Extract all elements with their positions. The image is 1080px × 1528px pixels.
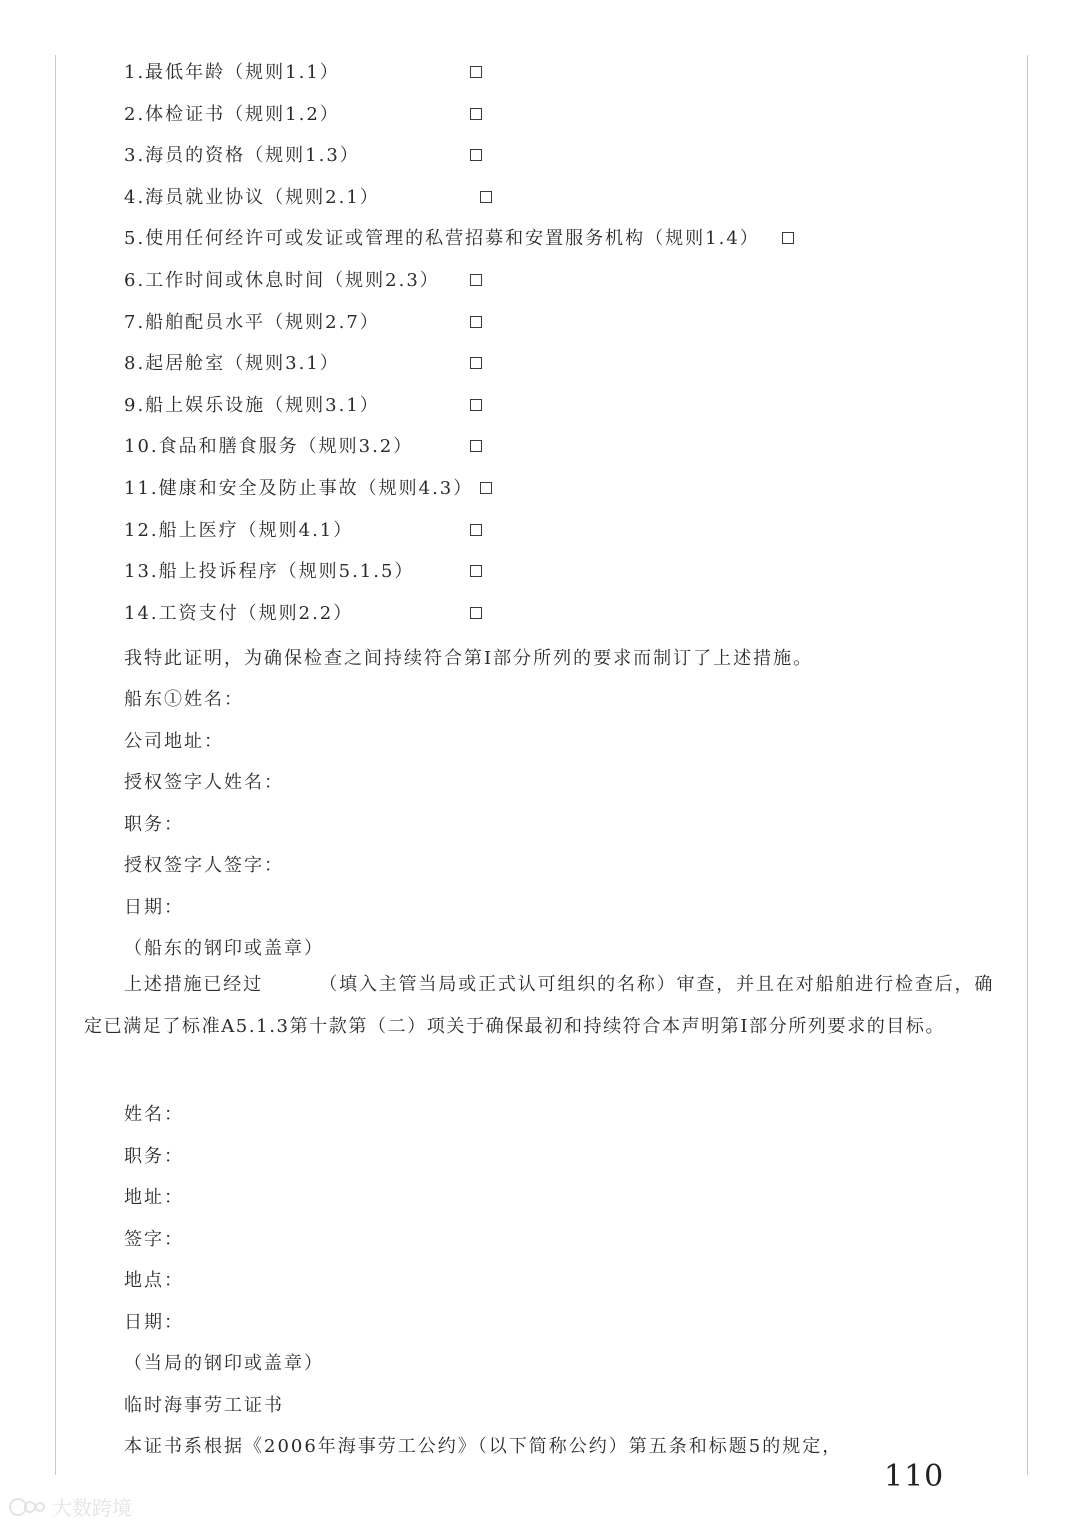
checklist-item bbox=[124, 510, 1024, 552]
page-number: 110 bbox=[884, 1459, 945, 1494]
checklist-item-label: 14.工资支付（规则2.2） bbox=[124, 602, 354, 624]
checklist-item bbox=[124, 52, 1024, 94]
authority-signature-field: 签字： bbox=[124, 1229, 184, 1250]
checklist-item-label: 3.海员的资格（规则1.3） bbox=[124, 145, 360, 167]
checklist-item bbox=[124, 551, 1024, 593]
authority-place-field: 地点： bbox=[124, 1270, 184, 1291]
authority-address-field: 地址： bbox=[124, 1187, 184, 1208]
authority-name-field: 姓名： bbox=[124, 1104, 184, 1125]
checklist-item-label: 10.食品和膳食服务（规则3.2） bbox=[124, 436, 414, 458]
checklist-item bbox=[124, 468, 1024, 510]
closing-line: 本证书系根据《2006年海事劳工公约》（以下简称公约）第五条和标题5的规定， bbox=[124, 1436, 843, 1457]
checkbox[interactable] bbox=[480, 482, 492, 494]
checklist-item-label: 2.体检证书（规则1.2） bbox=[124, 103, 340, 125]
owner-date-field: 日期： bbox=[124, 897, 184, 918]
checkbox[interactable] bbox=[480, 191, 492, 203]
checkbox[interactable] bbox=[782, 232, 794, 244]
signatory-signature-field: 授权签字人签字： bbox=[124, 855, 284, 876]
checklist-item bbox=[124, 218, 1024, 260]
checklist-item bbox=[124, 302, 1024, 344]
authority-seal-note: （当局的钢印或盖章） bbox=[124, 1353, 324, 1374]
watermark-logo-icon bbox=[8, 1496, 48, 1518]
checkbox[interactable] bbox=[470, 607, 482, 619]
checkbox[interactable] bbox=[470, 149, 482, 161]
watermark bbox=[8, 1492, 132, 1521]
authority-date-field: 日期： bbox=[124, 1312, 184, 1333]
compliance-checklist bbox=[124, 52, 1024, 634]
checklist-item-label: 13.船上投诉程序（规则5.1.5） bbox=[124, 561, 415, 583]
checkbox[interactable] bbox=[470, 440, 482, 452]
checklist-item-label: 5.使用任何经许可或发证或管理的私营招募和安置服务机构（规则1.4） bbox=[124, 228, 760, 250]
watermark-text: 大数跨境 bbox=[52, 1496, 132, 1520]
checklist-item-label: 6.工作时间或休息时间（规则2.3） bbox=[124, 269, 440, 291]
checklist-item bbox=[124, 343, 1024, 385]
checkbox[interactable] bbox=[470, 399, 482, 411]
section-title: 临时海事劳工证书 bbox=[124, 1395, 284, 1416]
checklist-item bbox=[124, 593, 1024, 635]
checklist-item-label: 12.船上医疗（规则4.1） bbox=[124, 519, 354, 541]
company-address-field: 公司地址： bbox=[124, 731, 224, 752]
checklist-item bbox=[124, 177, 1024, 219]
checkbox[interactable] bbox=[470, 316, 482, 328]
checkbox[interactable] bbox=[470, 357, 482, 369]
checklist-item bbox=[124, 94, 1024, 136]
certification-statement: 我特此证明，为确保检查之间持续符合第Ⅰ部分所列的要求而制订了上述措施。 bbox=[124, 648, 814, 669]
checkbox[interactable] bbox=[470, 108, 482, 120]
review-paragraph-part2: （填入主管当局或正式认可组织的名称）审查，并且在对船舶进行检查后，确定已满足了标准A5.1.3第十款第（二）项关于确保最初和持续符合本声明第Ⅰ部分所列要求的目标。 bbox=[84, 974, 994, 1037]
checklist-item-label: 1.最低年龄（规则1.1） bbox=[124, 62, 340, 83]
owner-position-field: 职务： bbox=[124, 814, 184, 835]
checklist-item-label: 9.船上娱乐设施（规则3.1） bbox=[124, 394, 380, 416]
checklist-item bbox=[124, 426, 1024, 468]
checkbox[interactable] bbox=[470, 274, 482, 286]
owner-seal-note: （船东的钢印或盖章） bbox=[124, 938, 324, 959]
authority-position-field: 职务： bbox=[124, 1146, 184, 1167]
checklist-item bbox=[124, 385, 1024, 427]
checklist-item-label: 7.船舶配员水平（规则2.7） bbox=[124, 311, 380, 333]
signatory-name-field: 授权签字人姓名： bbox=[124, 772, 284, 793]
checkbox[interactable] bbox=[470, 524, 482, 536]
left-margin-line bbox=[55, 55, 56, 1475]
right-margin-line bbox=[1027, 55, 1028, 1475]
checkbox[interactable] bbox=[470, 565, 482, 577]
checklist-item-label: 8.起居舱室（规则3.1） bbox=[124, 353, 340, 375]
review-paragraph-part1: 上述措施已经过 bbox=[124, 974, 263, 995]
owner-name-field: 船东①姓名： bbox=[124, 689, 244, 710]
checkbox[interactable] bbox=[470, 66, 482, 78]
checklist-item bbox=[124, 135, 1024, 177]
checklist-item-label: 4.海员就业协议（规则2.1） bbox=[124, 186, 380, 208]
checklist-item bbox=[124, 260, 1024, 302]
checklist-item-label: 11.健康和安全及防止事故（规则4.3） bbox=[124, 477, 474, 499]
review-paragraph bbox=[84, 964, 994, 1048]
